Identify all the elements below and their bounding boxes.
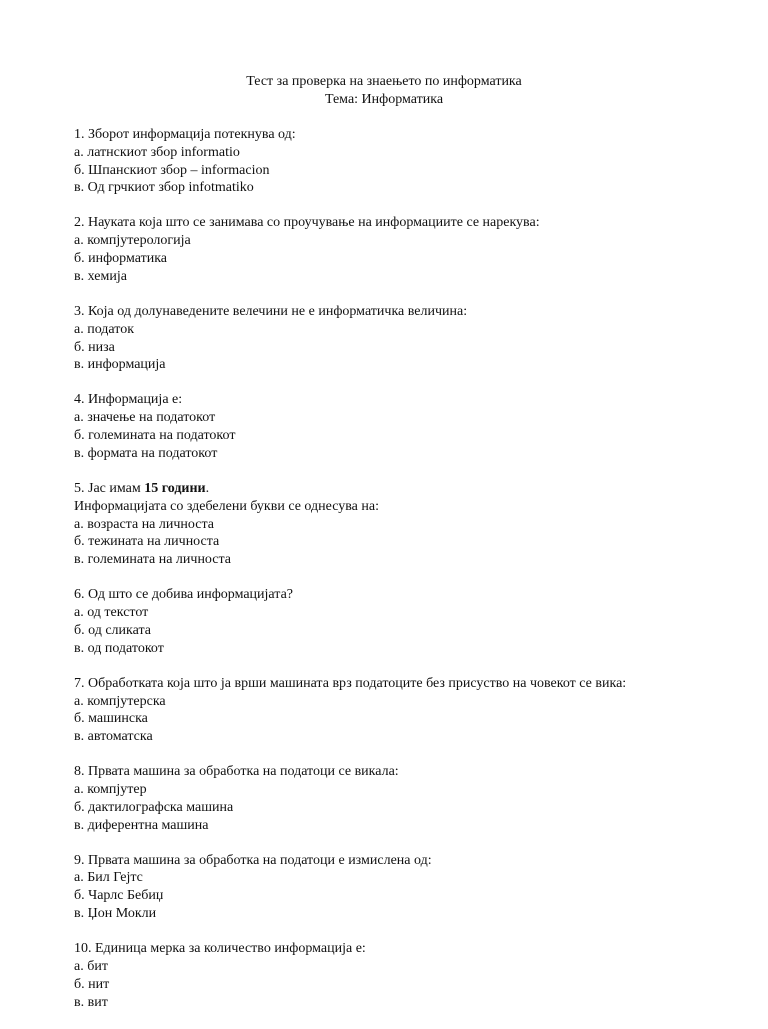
question-5 — [74, 480, 734, 569]
question-text: 8. Првата машина за обработка на податоци се викала: — [74, 764, 399, 780]
answer-option: б. големината на податокот — [74, 428, 236, 444]
question-text: 6. Од што се добива информацијата? — [74, 587, 294, 603]
question-text — [74, 480, 734, 498]
answer-option: б. дактилографска машина — [74, 799, 234, 815]
answer-option: б. тежината на личноста — [74, 534, 220, 550]
question-list — [74, 126, 734, 1029]
question-1 — [74, 126, 734, 197]
answer-option: а. компјутерска — [74, 693, 166, 709]
answer-option: а. бит — [74, 958, 108, 974]
question-4 — [74, 391, 734, 462]
answer-option: а. Бил Гејтс — [74, 870, 143, 886]
answer-option: б. Шпанскиот збор – informacion — [74, 162, 270, 178]
answer-option: б. од сликата — [74, 622, 151, 638]
answer-option: в. Од грчкиот збор infotmatiko — [74, 180, 254, 196]
question-6 — [74, 586, 734, 657]
question-subtext: Информацијата со здебелени букви се однесува на: — [74, 498, 379, 514]
answer-option: а. од текстот — [74, 605, 149, 621]
answer-option: а. податок — [74, 321, 135, 337]
question-text: 2. Науката која што се занимава со проучување на информациите се нарекува: — [74, 215, 540, 231]
document-title: Тест за проверка на знаењето по информатика — [246, 74, 522, 89]
question-text-start: 5. Јас имам — [74, 480, 145, 496]
answer-option: а. латнскиот збор informatio — [74, 144, 240, 160]
question-text: 10. Единица мерка за количество информација е: — [74, 941, 366, 957]
answer-option: а. значење на податокот — [74, 410, 216, 426]
answer-option: б. низа — [74, 339, 115, 355]
question-2 — [74, 214, 734, 285]
answer-option: в. вит — [74, 994, 108, 1010]
answer-option: б. информатика — [74, 251, 167, 267]
question-text: 7. Обработката која што ја врши машината врз податоците без присуство на човекот се вика: — [74, 675, 627, 691]
answer-option: а. компјутерологија — [74, 233, 191, 249]
question-text-end: . — [205, 480, 210, 496]
question-10 — [74, 940, 734, 1011]
document-subtitle: Тема: Информатика — [324, 92, 444, 107]
document-header — [0, 73, 768, 109]
answer-option: в. формата на податокот — [74, 445, 218, 461]
question-text: 4. Информација е: — [74, 392, 183, 408]
answer-option: в. автоматска — [74, 729, 153, 745]
answer-option: в. Џон Мокли — [74, 906, 157, 922]
answer-option: а. компјутер — [74, 781, 147, 797]
answer-option: б. нит — [74, 976, 110, 992]
answer-option: б. Чарлс Бебиџ — [74, 888, 164, 904]
question-text: 9. Првата машина за обработка на податоци е измислена од: — [74, 852, 432, 868]
question-9 — [74, 852, 734, 923]
answer-option: б. машинска — [74, 711, 148, 727]
bold-highlight: 15 години — [144, 480, 206, 496]
question-text: 1. Зборот информација потекнува од: — [74, 127, 296, 142]
answer-option: в. од податокот — [74, 640, 164, 656]
answer-option: а. возраста на личноста — [74, 516, 214, 532]
question-7 — [74, 675, 734, 746]
answer-option: в. информација — [74, 357, 166, 373]
answer-option: в. хемија — [74, 268, 127, 284]
question-text: 3. Која од долунаведените велечини не е информатичка величина: — [74, 303, 468, 319]
question-3 — [74, 303, 734, 374]
question-8 — [74, 763, 734, 834]
answer-option: в. диферентна машина — [74, 817, 209, 833]
answer-option: в. големината на личноста — [74, 552, 232, 568]
